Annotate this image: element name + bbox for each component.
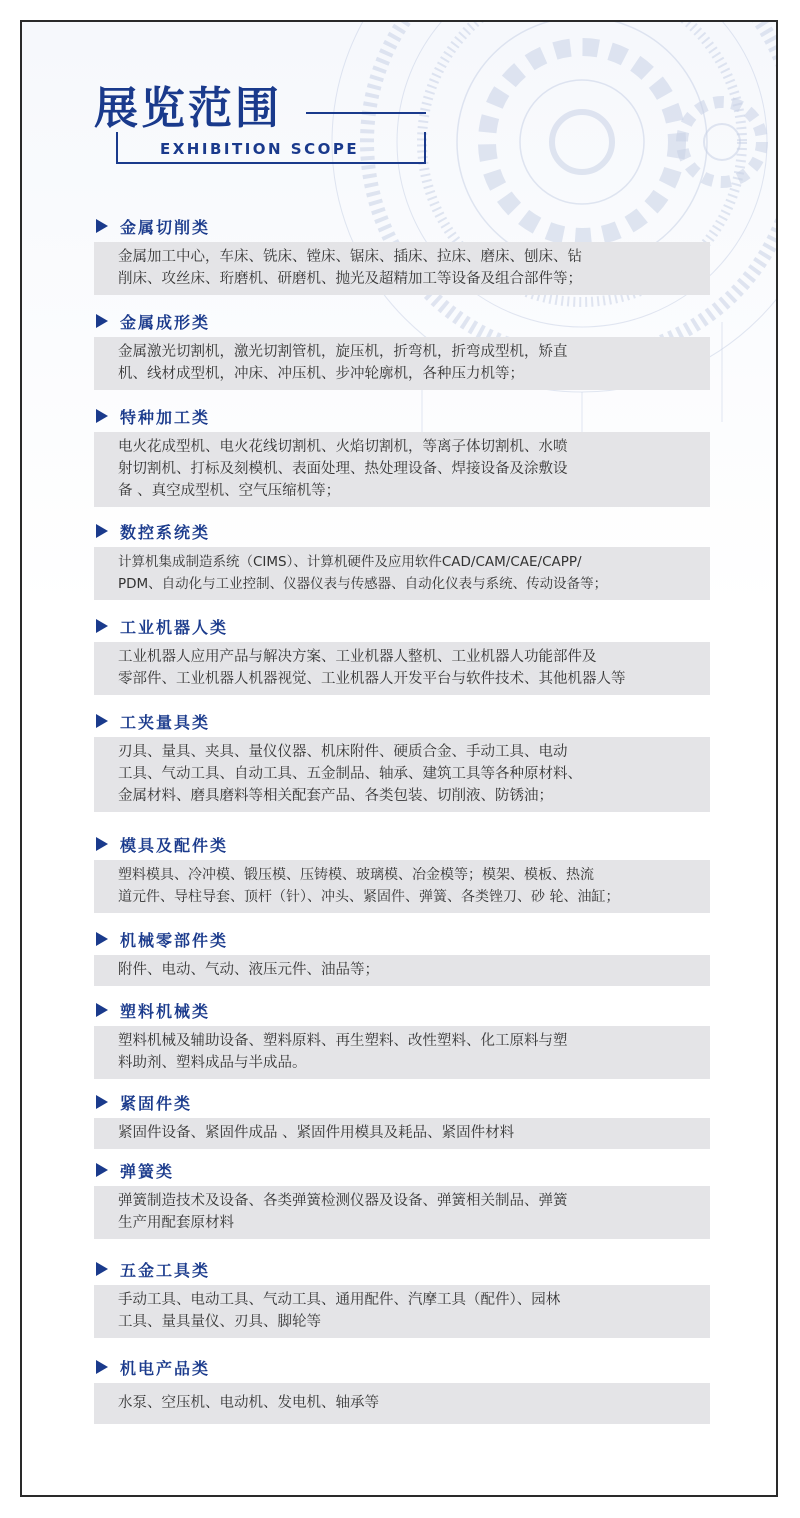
category-body: 金属激光切割机，激光切割管机，旋压机，折弯机，折弯成型机，矫直 机、线材成型机，冲床、冲压机、步冲轮廓机，各种压力机等； bbox=[94, 337, 710, 390]
play-arrow-icon bbox=[96, 619, 108, 633]
category-item bbox=[94, 519, 710, 600]
play-arrow-icon bbox=[96, 932, 108, 946]
category-title: 数控系统类 bbox=[120, 522, 211, 542]
play-arrow-icon bbox=[96, 219, 108, 233]
category-item bbox=[94, 832, 710, 913]
category-body: 弹簧制造技术及设备、各类弹簧检测仪器及设备、弹簧相关制品、弹簧 生产用配套原材料 bbox=[94, 1186, 710, 1239]
category-body: 手动工具、电动工具、气动工具、通用配件、汽摩工具（配件）、园林 工具、量具量仪、刃具、脚轮等 bbox=[94, 1285, 710, 1338]
play-arrow-icon bbox=[96, 1262, 108, 1276]
category-item bbox=[94, 1355, 710, 1424]
category-title: 工业机器人类 bbox=[120, 617, 229, 637]
category-body: 计算机集成制造系统（CIMS）、计算机硬件及应用软件CAD/CAM/CAE/CAPP/ PDM、自动化与工业控制、仪器仪表与传感器、自动化仪表与系统、传动设备等； bbox=[94, 547, 710, 600]
category-item bbox=[94, 1090, 710, 1149]
category-body: 电火花成型机、电火花线切割机、火焰切割机，等离子体切割机、水喷 射切割机、打标及刻模机、表面处理、热处理设备、焊接设备及涂敷设 备 、真空成型机、空气压缩机等； bbox=[94, 432, 710, 507]
play-arrow-icon bbox=[96, 1163, 108, 1177]
category-body: 刃具、量具、夹具、量仪仪器、机床附件、硬质合金、手动工具、电动 工具、气动工具、自动工具、五金制品、轴承、建筑工具等各种原材料、 金属材料、磨具磨料等相关配套产品、各类包装、切削液、防锈油； bbox=[94, 737, 710, 812]
play-arrow-icon bbox=[96, 524, 108, 538]
category-title: 工夹量具类 bbox=[120, 712, 211, 732]
page-title: 展览范围 bbox=[94, 83, 282, 134]
category-item bbox=[94, 214, 710, 295]
category-title: 紧固件类 bbox=[120, 1093, 193, 1113]
category-body: 塑料模具、冷冲模、锻压模、压铸模、玻璃模、冶金模等；模架、模板、热流 道元件、导柱导套、顶杆（针）、冲头、紧固件、弹簧、各类锉刀、砂 轮、油缸； bbox=[94, 860, 710, 913]
play-arrow-icon bbox=[96, 1360, 108, 1374]
play-arrow-icon bbox=[96, 409, 108, 423]
category-item bbox=[94, 614, 710, 695]
category-body: 工业机器人应用产品与解决方案、工业机器人整机、工业机器人功能部件及 零部件、工业机器人机器视觉、工业机器人开发平台与软件技术、其他机器人等 bbox=[94, 642, 710, 695]
category-item bbox=[94, 404, 710, 507]
category-body: 紧固件设备、紧固件成品 、紧固件用模具及耗品、紧固件材料 bbox=[94, 1118, 710, 1149]
title-divider bbox=[306, 112, 426, 114]
play-arrow-icon bbox=[96, 714, 108, 728]
category-item bbox=[94, 709, 710, 812]
category-title: 机械零部件类 bbox=[120, 930, 229, 950]
play-arrow-icon bbox=[96, 314, 108, 328]
category-title: 金属切削类 bbox=[120, 217, 211, 237]
category-title: 特种加工类 bbox=[120, 407, 211, 427]
category-body: 金属加工中心，车床、铣床、镗床、锯床、插床、拉床、磨床、刨床、钻 削床、攻丝床、珩磨机、研磨机、抛光及超精加工等设备及组合部件等； bbox=[94, 242, 710, 295]
play-arrow-icon bbox=[96, 837, 108, 851]
category-title: 机电产品类 bbox=[120, 1358, 211, 1378]
category-title: 塑料机械类 bbox=[120, 1001, 211, 1021]
category-item bbox=[94, 309, 710, 390]
category-title: 模具及配件类 bbox=[120, 835, 229, 855]
category-title: 五金工具类 bbox=[120, 1260, 211, 1280]
play-arrow-icon bbox=[96, 1003, 108, 1017]
category-item bbox=[94, 1158, 710, 1239]
category-body: 塑料机械及辅助设备、塑料原料、再生塑料、改性塑料、化工原料与塑 料助剂、塑料成品与半成品。 bbox=[94, 1026, 710, 1079]
play-arrow-icon bbox=[96, 1095, 108, 1109]
page-subtitle: EXHIBITION SCOPE bbox=[160, 140, 360, 158]
category-item bbox=[94, 1257, 710, 1338]
category-title: 弹簧类 bbox=[120, 1161, 175, 1181]
category-item bbox=[94, 927, 710, 986]
category-title: 金属成形类 bbox=[120, 312, 211, 332]
category-item bbox=[94, 998, 710, 1079]
category-body: 附件、电动、气动、液压元件、油品等； bbox=[94, 955, 710, 986]
category-body: 水泵、空压机、电动机、发电机、轴承等 bbox=[94, 1383, 710, 1424]
page-frame bbox=[20, 20, 778, 1497]
